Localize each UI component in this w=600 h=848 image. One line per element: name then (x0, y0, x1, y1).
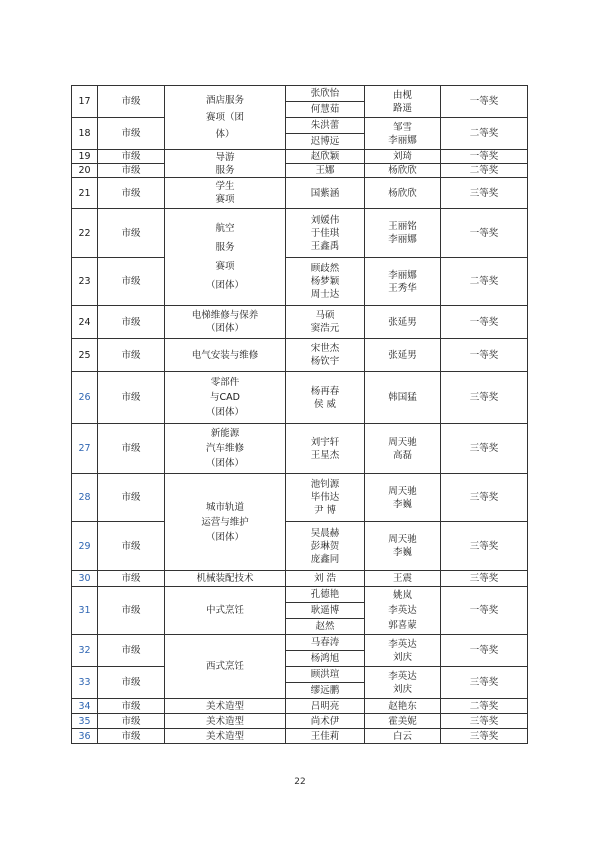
event-cell: 美术造型 (165, 699, 286, 714)
student-cell: 吴晨赫 彭琳贺 庞鑫同 (286, 522, 365, 571)
event-cell: 导游 服务 (165, 150, 286, 178)
teacher-cell: 刘琦 (365, 150, 441, 164)
award-cell: 三等奖 (441, 571, 528, 587)
level-cell: 市级 (98, 424, 165, 474)
event-cell: 美术造型 (165, 729, 286, 744)
table-row (72, 258, 528, 306)
row-number: 29 (72, 522, 98, 571)
award-cell: 三等奖 (441, 667, 528, 699)
row-number: 18 (72, 118, 98, 150)
row-number: 25 (72, 339, 98, 372)
event-cell: 零部件 与CAD （团体） (165, 372, 286, 424)
award-cell: 二等奖 (441, 699, 528, 714)
award-cell: 二等奖 (441, 118, 528, 150)
table-row (72, 306, 528, 339)
table-row (72, 424, 528, 474)
row-number: 33 (72, 667, 98, 699)
student-cell: 赵然 (286, 619, 365, 635)
teacher-cell: 杨欣欣 (365, 178, 441, 209)
table-row (72, 729, 528, 744)
teacher-cell: 周天驰 高磊 (365, 424, 441, 474)
table-row (72, 86, 528, 102)
row-number: 19 (72, 150, 98, 164)
awards-table (71, 85, 528, 744)
teacher-cell: 张延男 (365, 306, 441, 339)
student-cell: 朱洪蕾 (286, 118, 365, 134)
student-cell: 赵欣颖 (286, 150, 365, 164)
row-number: 20 (72, 164, 98, 178)
award-cell: 三等奖 (441, 372, 528, 424)
teacher-cell: 周天驰 李巍 (365, 474, 441, 522)
level-cell: 市级 (98, 178, 165, 209)
teacher-cell: 杨欣欣 (365, 164, 441, 178)
table-row (72, 209, 528, 258)
student-cell: 国紫涵 (286, 178, 365, 209)
teacher-cell: 霍美妮 (365, 714, 441, 729)
level-cell: 市级 (98, 339, 165, 372)
level-cell: 市级 (98, 474, 165, 522)
page-number: 22 (294, 777, 306, 787)
award-cell: 三等奖 (441, 729, 528, 744)
level-cell: 市级 (98, 372, 165, 424)
student-cell: 缪远鹏 (286, 683, 365, 699)
event-cell: 机械装配技术 (165, 571, 286, 587)
row-number: 30 (72, 571, 98, 587)
level-cell: 市级 (98, 209, 165, 258)
row-number: 26 (72, 372, 98, 424)
teacher-cell: 韩国猛 (365, 372, 441, 424)
table-row (72, 339, 528, 372)
event-cell: 城市轨道 运营与维护 （团体） (165, 474, 286, 571)
student-cell: 王娜 (286, 164, 365, 178)
award-cell: 一等奖 (441, 635, 528, 667)
event-cell: 中式烹饪 (165, 587, 286, 635)
row-number: 22 (72, 209, 98, 258)
table-row (72, 164, 528, 178)
level-cell: 市级 (98, 714, 165, 729)
student-cell: 耿遥博 (286, 603, 365, 619)
row-number: 35 (72, 714, 98, 729)
award-cell: 三等奖 (441, 424, 528, 474)
level-cell: 市级 (98, 258, 165, 306)
award-cell: 二等奖 (441, 258, 528, 306)
row-number: 32 (72, 635, 98, 667)
student-cell: 刘宇轩 王星杰 (286, 424, 365, 474)
row-number: 34 (72, 699, 98, 714)
level-cell: 市级 (98, 118, 165, 150)
award-cell: 一等奖 (441, 150, 528, 164)
student-cell: 刘 浩 (286, 571, 365, 587)
teacher-cell: 白云 (365, 729, 441, 744)
table-row (72, 522, 528, 571)
table-row (72, 714, 528, 729)
award-cell: 一等奖 (441, 86, 528, 118)
row-number: 23 (72, 258, 98, 306)
award-cell: 一等奖 (441, 339, 528, 372)
student-cell: 池钊源 毕伟达 尹 博 (286, 474, 365, 522)
event-cell: 美术造型 (165, 714, 286, 729)
table-row (72, 667, 528, 683)
level-cell: 市级 (98, 667, 165, 699)
award-cell: 三等奖 (441, 178, 528, 209)
level-cell: 市级 (98, 729, 165, 744)
level-cell: 市级 (98, 571, 165, 587)
award-cell: 一等奖 (441, 209, 528, 258)
award-cell: 三等奖 (441, 714, 528, 729)
teacher-cell: 李丽娜 王秀华 (365, 258, 441, 306)
row-number: 24 (72, 306, 98, 339)
student-cell: 刘媛伟 于佳琪 王鑫禹 (286, 209, 365, 258)
student-cell: 王佳莉 (286, 729, 365, 744)
level-cell: 市级 (98, 699, 165, 714)
event-cell: 新能源 汽车维修 （团体） (165, 424, 286, 474)
award-cell: 三等奖 (441, 522, 528, 571)
award-cell: 一等奖 (441, 587, 528, 635)
teacher-cell: 李英达 刘庆 (365, 635, 441, 667)
row-number: 28 (72, 474, 98, 522)
teacher-cell: 王丽铭 李丽娜 (365, 209, 441, 258)
table-row (72, 635, 528, 651)
table-row (72, 178, 528, 209)
student-cell: 马硕 窦浩元 (286, 306, 365, 339)
student-cell: 孔德艳 (286, 587, 365, 603)
level-cell: 市级 (98, 635, 165, 667)
level-cell: 市级 (98, 86, 165, 118)
teacher-cell: 张延男 (365, 339, 441, 372)
student-cell: 马春涛 (286, 635, 365, 651)
level-cell: 市级 (98, 306, 165, 339)
student-cell: 顾歧然 杨梦颖 周士达 (286, 258, 365, 306)
teacher-cell: 由枧 路遥 (365, 86, 441, 118)
student-cell: 杨鸿旭 (286, 651, 365, 667)
student-cell: 尚术伊 (286, 714, 365, 729)
level-cell: 市级 (98, 164, 165, 178)
student-cell: 杨再春 侯 威 (286, 372, 365, 424)
award-cell: 二等奖 (441, 164, 528, 178)
teacher-cell: 周天驰 李巍 (365, 522, 441, 571)
level-cell: 市级 (98, 522, 165, 571)
level-cell: 市级 (98, 150, 165, 164)
teacher-cell: 姚岚 李英达 郭喜蒙 (365, 587, 441, 635)
table-row (72, 587, 528, 603)
student-cell: 何慧茹 (286, 102, 365, 118)
student-cell: 吕明亮 (286, 699, 365, 714)
event-cell: 航空 服务 赛项 （团体） (165, 209, 286, 306)
student-cell: 顾洪瑄 (286, 667, 365, 683)
student-cell: 宋世杰 杨钦宇 (286, 339, 365, 372)
table-row (72, 150, 528, 164)
table-row (72, 474, 528, 522)
award-cell: 三等奖 (441, 474, 528, 522)
event-cell: 学生 赛项 (165, 178, 286, 209)
teacher-cell: 李英达 刘庆 (365, 667, 441, 699)
table-row (72, 118, 528, 134)
event-cell: 西式烹饪 (165, 635, 286, 699)
award-cell: 一等奖 (441, 306, 528, 339)
row-number: 17 (72, 86, 98, 118)
event-cell: 电梯维修与保养 （团体） (165, 306, 286, 339)
row-number: 31 (72, 587, 98, 635)
event-cell: 电气安装与维修 (165, 339, 286, 372)
table-row (72, 372, 528, 424)
student-cell: 张欣怡 (286, 86, 365, 102)
teacher-cell: 王震 (365, 571, 441, 587)
row-number: 27 (72, 424, 98, 474)
table-row (72, 699, 528, 714)
student-cell: 迟博远 (286, 134, 365, 150)
row-number: 36 (72, 729, 98, 744)
row-number: 21 (72, 178, 98, 209)
teacher-cell: 赵艳东 (365, 699, 441, 714)
teacher-cell: 邹雪 李丽娜 (365, 118, 441, 150)
level-cell: 市级 (98, 587, 165, 635)
table-row (72, 571, 528, 587)
event-cell: 酒店服务 赛项（团 体） (165, 86, 286, 150)
